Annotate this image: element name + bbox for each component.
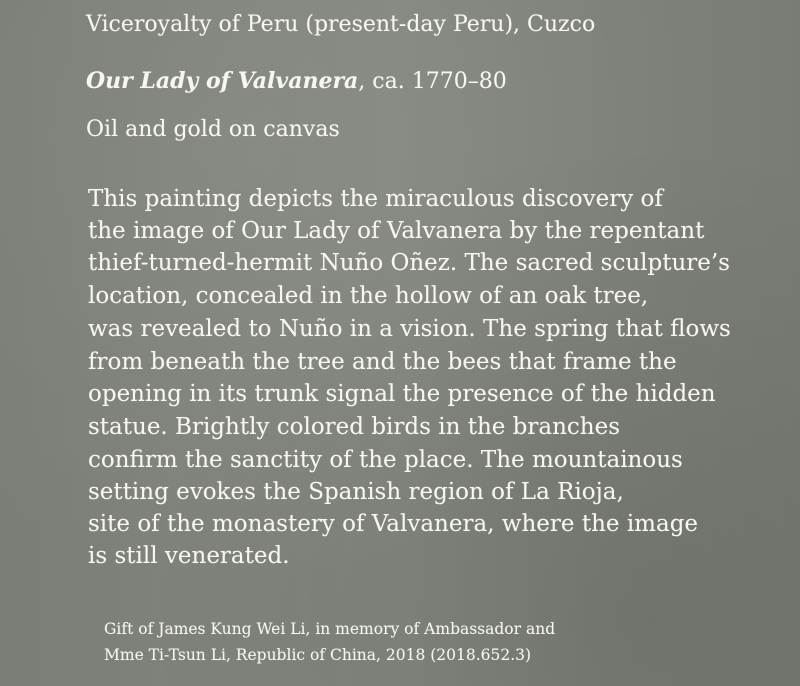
artwork-date: , ca. 1770–80 [358,69,507,94]
description-line: statue. Brightly colored birds in the branches [88,414,621,440]
description-line: setting evokes the Spanish region of La Rioja, [88,479,624,505]
description-line: the image of Our Lady of Valvanera by the repentant [88,218,705,244]
description-line: This painting depicts the miraculous discovery of [88,186,663,212]
description-line: is still venerated. [88,543,290,569]
credit-line: Mme Ti-Tsun Li, Republic of China, 2018 (2018.652.3) [104,646,532,664]
description-line: location, concealed in the hollow of an oak tree, [88,283,649,309]
artwork-title-line [86,68,507,94]
description-line: was revealed to Nuño in a vision. The spring that flows [88,316,731,342]
artwork-title: Our Lady of Valvanera [86,68,359,94]
description-line: confirm the sanctity of the place. The mountainous [88,447,683,473]
description-line: thief-turned-hermit Nuño Oñez. The sacred sculpture’s [88,250,730,276]
medium-line: Oil and gold on canvas [86,117,340,142]
culture-line: Viceroyalty of Peru (present-day Peru), Cuzco [86,12,596,37]
description-line: site of the monastery of Valvanera, where the image [88,511,699,537]
description-line: opening in its trunk signal the presence of the hidden [88,381,716,407]
description-line: from beneath the tree and the bees that frame the [88,349,677,375]
credit-line: Gift of James Kung Wei Li, in memory of Ambassador and [104,620,556,638]
